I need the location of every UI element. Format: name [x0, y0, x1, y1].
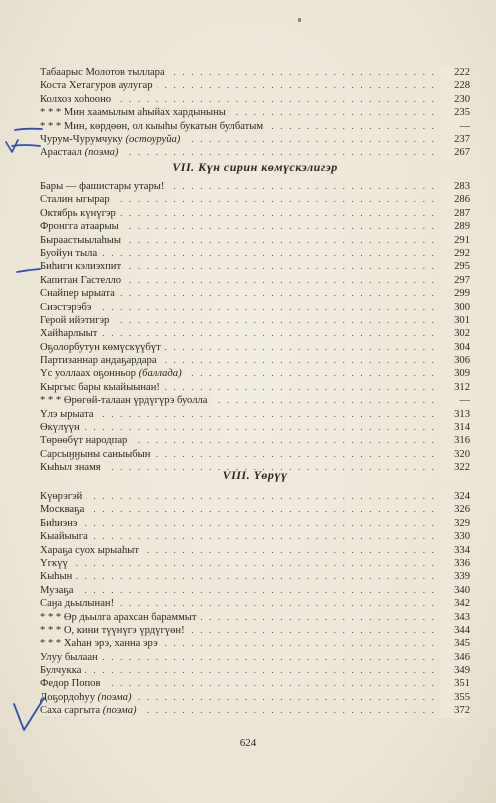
toc-entry-title: Сталин ыгырар	[40, 194, 110, 206]
toc-entry-title: Кыайыыга	[40, 531, 88, 543]
toc-entry-page: 309	[440, 367, 470, 380]
toc-entry-title: Улуу былаан	[40, 651, 98, 663]
toc-entry	[40, 557, 470, 570]
toc-entry-page: 342	[440, 597, 470, 610]
toc-entry-page: 300	[440, 301, 470, 314]
toc-entry-title: Федор Попов	[40, 678, 101, 690]
toc-entry	[40, 530, 470, 543]
toc-entry-title: Фронгга атаарыы	[40, 221, 119, 233]
toc-entry	[40, 367, 470, 380]
dot-leader	[40, 664, 436, 677]
toc-entry-title: Сарсыӈӈыны саныыбын	[40, 448, 151, 460]
toc-entry-title: Бары — фашистары утары!	[40, 181, 165, 192]
toc-entry	[40, 408, 470, 421]
toc-entry	[40, 354, 470, 367]
toc-entry-title: Колхоз хоһооно	[40, 93, 112, 105]
toc-entry-title: Табаарыс Молотов тыллара	[40, 67, 165, 78]
toc-entry-title: Биһиэнэ	[40, 517, 78, 529]
toc-entry-title: Доҕордоһуу	[40, 691, 96, 703]
pen-dash-mark	[14, 124, 44, 134]
dot-leader	[40, 421, 436, 434]
toc-entry	[40, 180, 470, 193]
toc-entry-page: 351	[440, 677, 470, 690]
toc-entry-title: Өкүлүүн	[40, 422, 80, 434]
toc-entry-genre: (поэма)	[102, 705, 137, 717]
toc-entry	[40, 490, 470, 503]
toc-entry-page: 306	[440, 354, 470, 367]
toc-entry-title: Капитан Гастелло	[40, 274, 122, 286]
toc-entry-title: * * * Мин хаамылым аһыйах хардыныны	[40, 107, 226, 119]
section-heading-viii: VIII. Үөрүү	[222, 468, 288, 482]
dot-leader	[40, 301, 436, 314]
toc-entry-page: 372	[440, 704, 470, 717]
dot-leader	[40, 503, 436, 516]
toc-entry	[40, 133, 470, 146]
toc-entry-page: 313	[440, 408, 470, 421]
page-number: 624	[239, 737, 257, 749]
toc-entry-page: 291	[440, 234, 470, 247]
toc-entry-title: Быраастыылаһыы	[40, 234, 121, 246]
toc-entry	[40, 146, 470, 159]
toc-entry-page: —	[440, 120, 470, 133]
toc-entry-title: Снайпер ырыата	[40, 288, 115, 300]
toc-entry-title: * * * Өр дьылга арахсан бараммыт	[40, 611, 197, 623]
toc-entry	[40, 570, 470, 583]
toc-entry-title: Үлэ ырыата	[40, 408, 94, 420]
toc-entry-page: 286	[440, 193, 470, 206]
toc-entry-page: 345	[440, 637, 470, 650]
toc-section-vi-tail	[40, 66, 470, 160]
toc-entry-page: 304	[440, 341, 470, 354]
toc-entry-page: 349	[440, 664, 470, 677]
toc-entry-title: Коста Хетагуров аулугар	[40, 80, 153, 92]
toc-entry	[40, 677, 470, 690]
print-speck	[298, 18, 301, 22]
toc-entry-title: Октябрь күнүгэр	[40, 207, 116, 219]
toc-entry-title: Москваҕа	[40, 504, 85, 516]
toc-entry	[40, 517, 470, 530]
toc-entry	[40, 637, 470, 650]
toc-entry-title: Герой ийэтигэр	[40, 314, 110, 326]
toc-entry	[40, 274, 470, 287]
toc-entry-page: 339	[440, 570, 470, 583]
toc-entry	[40, 234, 470, 247]
toc-entry-page: 355	[440, 691, 470, 704]
toc-section-viii	[40, 490, 470, 718]
dot-leader	[40, 570, 436, 583]
toc-entry	[40, 327, 470, 340]
toc-entry	[40, 106, 470, 119]
toc-entry-page: 324	[440, 490, 470, 503]
toc-entry-title: Төрөөбүт народпар	[40, 435, 128, 447]
toc-entry-genre: (остоуруйа)	[125, 133, 181, 145]
toc-entry	[40, 611, 470, 624]
toc-entry	[40, 66, 470, 79]
dot-leader	[40, 408, 436, 421]
toc-entry-genre: (поэма)	[97, 691, 132, 703]
toc-entry-title: Буойун тыла	[40, 247, 98, 259]
toc-entry-title: Партизаннар андаҕардара	[40, 355, 157, 367]
toc-entry-page: 312	[440, 381, 470, 394]
toc-entry-title: Биһиги кэлиэхпит	[40, 261, 122, 273]
toc-entry-page: 230	[440, 93, 470, 106]
toc-entry-page: 346	[440, 651, 470, 664]
toc-entry-title: Саӈа дьылынан!	[40, 598, 115, 610]
toc-entry-page: 287	[440, 207, 470, 220]
toc-entry-page: 297	[440, 274, 470, 287]
toc-entry-page: 295	[440, 260, 470, 273]
toc-entry-title: Оҕолорбутун көмүскүүбүт	[40, 341, 161, 353]
toc-entry-title: Хайһарлыыт	[40, 328, 98, 340]
toc-entry-page: 326	[440, 503, 470, 516]
dot-leader	[40, 584, 436, 597]
toc-entry-title: Музаҕа	[40, 584, 74, 596]
toc-entry-title: Үс уоллаах оҕонньор	[40, 368, 136, 380]
toc-entry-title: * * * О, кини түүнүгэ үрдүгүөн!	[40, 624, 185, 636]
toc-entry	[40, 421, 470, 434]
toc-entry-page: 299	[440, 287, 470, 300]
toc-entry	[40, 120, 470, 133]
toc-entry-title: * * * Мин, көрдөөн, ол кыыһы букатын булбатым	[40, 120, 264, 132]
toc-entry-page: 316	[440, 434, 470, 447]
toc-entry-page: 314	[440, 421, 470, 434]
toc-entry-page: 330	[440, 530, 470, 543]
section-heading-vii: VII. Күн сирин көмүскэлигэр	[172, 160, 338, 174]
toc-entry	[40, 691, 470, 704]
toc-entry-page: 344	[440, 624, 470, 637]
toc-entry	[40, 544, 470, 557]
toc-entry-title: Сиэстэрэбэ	[40, 301, 92, 313]
toc-entry-page: 322	[440, 461, 470, 474]
toc-entry-title: * * * Өрөгөй-талаан үрдүгүрэ буолла	[40, 395, 208, 407]
pen-check-mark	[4, 134, 42, 156]
toc-entry	[40, 651, 470, 664]
toc-entry-page: 222	[440, 66, 470, 79]
pen-dash-mark-2	[16, 266, 42, 276]
toc-entry	[40, 448, 470, 461]
toc-entry-title: Арастаал	[40, 147, 82, 159]
toc-entry	[40, 79, 470, 92]
toc-entry-page: 237	[440, 133, 470, 146]
toc-entry	[40, 301, 470, 314]
toc-entry-genre: (баллада)	[138, 368, 182, 380]
toc-section-vii	[40, 180, 470, 475]
toc-entry-title: Саха саргыта	[40, 705, 101, 717]
toc-entry-title: Үгкүү	[40, 557, 68, 569]
toc-entry-title: * * * Хаһан эрэ, ханна эрэ	[40, 638, 158, 650]
toc-entry	[40, 260, 470, 273]
toc-entry-title: Күөрэгэй	[40, 491, 83, 502]
toc-entry-page: 283	[440, 180, 470, 193]
dot-leader	[40, 490, 436, 503]
toc-entry	[40, 394, 470, 407]
toc-entry-page: 235	[440, 106, 470, 119]
toc-entry-page: 292	[440, 247, 470, 260]
toc-entry	[40, 434, 470, 447]
toc-entry	[40, 193, 470, 206]
toc-entry-page: 267	[440, 146, 470, 159]
toc-entry-genre: (поэма)	[84, 147, 119, 159]
toc-entry-page: 302	[440, 327, 470, 340]
pen-large-check-mark	[12, 696, 46, 736]
toc-entry-title: Кыһын	[40, 571, 73, 583]
toc-entry	[40, 93, 470, 106]
toc-entry	[40, 314, 470, 327]
toc-entry	[40, 664, 470, 677]
toc-entry	[40, 220, 470, 233]
toc-entry-title: Булчукка	[40, 665, 82, 677]
toc-entry	[40, 597, 470, 610]
toc-entry-page: 340	[440, 584, 470, 597]
toc-entry-page: 334	[440, 544, 470, 557]
toc-entry	[40, 704, 470, 717]
dot-leader	[40, 517, 436, 530]
toc-entry-page: —	[440, 394, 470, 407]
toc-entry-page: 336	[440, 557, 470, 570]
toc-entry	[40, 207, 470, 220]
toc-entry	[40, 287, 470, 300]
toc-entry	[40, 381, 470, 394]
toc-entry	[40, 624, 470, 637]
dot-leader	[40, 530, 436, 543]
toc-entry-page: 228	[440, 79, 470, 92]
toc-entry-page: 301	[440, 314, 470, 327]
toc-entry-title: Хараҕа суох ырыаһыт	[40, 544, 140, 556]
toc-entry-page: 320	[440, 448, 470, 461]
dot-leader	[40, 557, 436, 570]
toc-entry-title: Чурум-Чурумчуку	[40, 133, 123, 145]
toc-entry-title: Кыһыл знамя	[40, 462, 101, 474]
toc-entry-page: 343	[440, 611, 470, 624]
toc-entry	[40, 584, 470, 597]
toc-entry-title: Кыргыс бары кыайыынан!	[40, 381, 160, 393]
toc-entry	[40, 341, 470, 354]
toc-entry	[40, 247, 470, 260]
toc-entry-page: 329	[440, 517, 470, 530]
toc-entry-page: 289	[440, 220, 470, 233]
toc-entry	[40, 503, 470, 516]
